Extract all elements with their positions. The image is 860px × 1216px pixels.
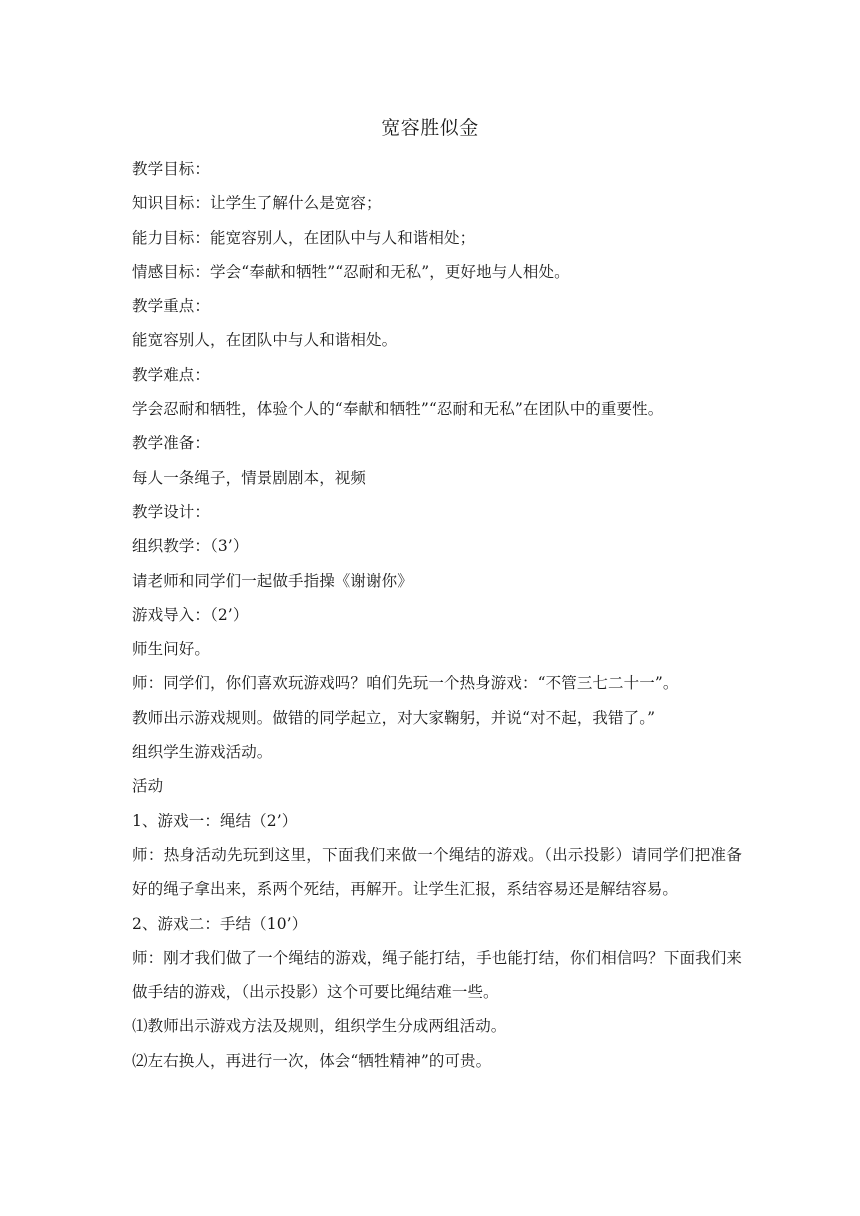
objective-knowledge: 知识目标：让学生了解什么是宽容；: [132, 194, 382, 213]
key-points-text: 能宽容别人，在团队中与人和谐相处。: [132, 331, 398, 350]
preparation-text: 每人一条绳子，情景剧剧本，视频: [132, 468, 367, 487]
game-rules-text: 教师出示游戏规则。做错的同学起立，对大家鞠躬，并说“对不起，我错了。”: [132, 708, 656, 727]
teacher-question-text: 师：同学们，你们喜欢玩游戏吗？咱们先玩一个热身游戏：“不管三七二十一”。: [132, 674, 679, 693]
section-heading-difficulties: 教学难点：: [132, 365, 211, 384]
objective-emotion: 情感目标：学会“奉献和牺牲”“忍耐和无私”，更好地与人相处。: [132, 262, 570, 281]
objective-ability: 能力目标：能宽容别人，在团队中与人和谐相处；: [132, 228, 476, 247]
game-two-step-one: ⑴教师出示游戏方法及规则，组织学生分成两组活动。: [132, 1017, 507, 1036]
organize-teaching-heading: 组织教学：（3’）: [132, 537, 249, 556]
organize-game-text: 组织学生游戏活动。: [132, 743, 273, 762]
game-one-text: 师：热身活动先玩到这里，下面我们来做一个绳结的游戏。（出示投影）请同学们把准备好的绳子拿出来，系两个死结，再解开。让学生汇报，系结容易还是解结容易。: [132, 845, 742, 899]
game-intro-heading: 游戏导入：（2’）: [132, 605, 249, 624]
game-one-heading: 1、游戏一：绳结（2’）: [132, 811, 298, 830]
game-two-step-two: ⑵左右换人，再进行一次，体会“牺牲精神”的可贵。: [132, 1051, 492, 1070]
game-two-heading: 2、游戏二：手结（10’）: [132, 914, 308, 933]
document-title: 宽容胜似金: [381, 117, 479, 139]
section-heading-preparation: 教学准备：: [132, 434, 211, 453]
game-two-text: 师：刚才我们做了一个绳结的游戏，绳子能打结，手也能打结，你们相信吗？下面我们来做手结的游戏，（出示投影）这个可要比绳结难一些。: [132, 948, 742, 1002]
greeting-text: 师生问好。: [132, 640, 211, 659]
organize-teaching-text: 请老师和同学们一起做手指操《谢谢你》: [132, 571, 413, 590]
section-heading-key-points: 教学重点：: [132, 297, 211, 316]
activity-heading: 活动: [132, 777, 164, 796]
section-heading-objectives: 教学目标：: [132, 160, 211, 178]
document-body: [132, 152, 742, 1078]
section-heading-design: 教学设计：: [132, 502, 211, 521]
difficulties-text: 学会忍耐和牺牲，体验个人的“奉献和牺牲”“忍耐和无私”在团队中的重要性。: [132, 400, 664, 419]
